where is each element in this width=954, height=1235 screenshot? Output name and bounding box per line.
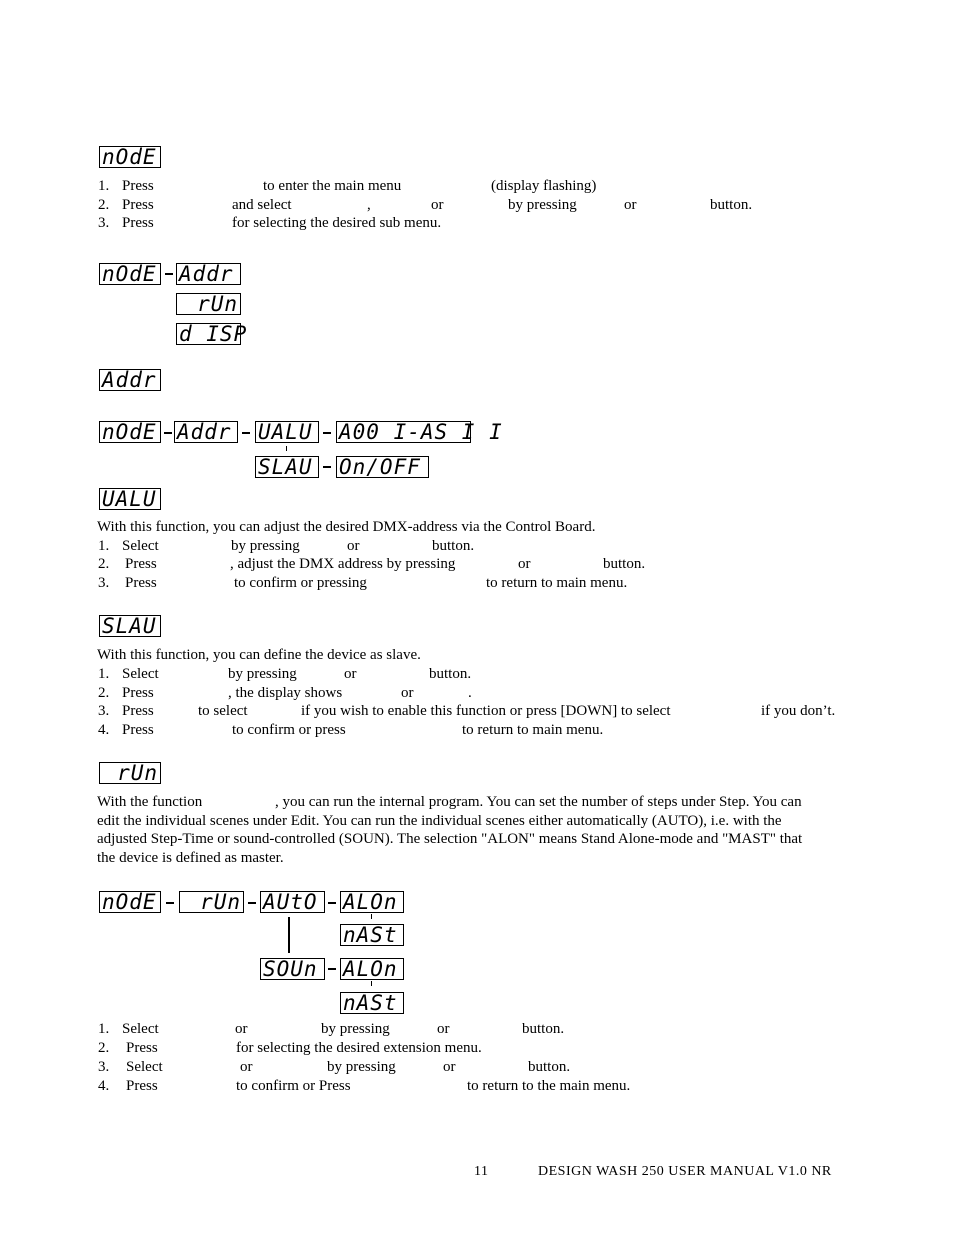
step-text: Press xyxy=(126,1040,158,1056)
step-text: and select xyxy=(232,197,292,213)
step-text: Press xyxy=(122,178,154,194)
lcd-alon: ALOn xyxy=(340,958,404,980)
step-text: , the display shows xyxy=(228,685,343,701)
connector-dash xyxy=(328,902,336,904)
step-number: 2. xyxy=(98,685,110,701)
step-text: Press xyxy=(122,215,154,231)
step-text: by pressing xyxy=(508,197,577,213)
step-text: Press xyxy=(122,703,154,719)
step-text: to enter the main menu xyxy=(263,178,402,194)
lcd-run: rUn xyxy=(176,293,241,315)
lcd-slav-header: SLAU xyxy=(99,615,161,637)
step-text: to confirm or Press xyxy=(236,1078,351,1094)
step-text: button. xyxy=(522,1021,565,1037)
connector-dash xyxy=(328,968,336,970)
lcd-soun: SOUn xyxy=(260,958,325,980)
step-text: by pressing xyxy=(321,1021,390,1037)
step-text: Select xyxy=(122,666,159,682)
step-text: Press xyxy=(125,556,157,572)
paragraph-line: the device is defined as master. xyxy=(97,850,284,866)
step-number: 3. xyxy=(98,575,110,591)
connector-dash xyxy=(242,432,250,434)
page-number: 11 xyxy=(474,1164,489,1179)
step-text: to confirm or press xyxy=(232,722,346,738)
step-number: 2. xyxy=(98,197,110,213)
step-text: or xyxy=(518,556,531,572)
step-text: by pressing xyxy=(327,1059,396,1075)
step-text: Select xyxy=(122,1021,159,1037)
connector-tick xyxy=(286,446,287,451)
lcd-mode: nOdE xyxy=(99,891,161,913)
step-text: by pressing xyxy=(231,538,300,554)
lcd-on-off: On/OFF xyxy=(336,456,429,478)
step-number: 1. xyxy=(98,1021,110,1037)
paragraph-line: adjusted Step-Time or sound-controlled (SOUN). The selection "ALON" means Stand Alone-mode and "MAST" that xyxy=(97,831,803,847)
lcd-valu: UALU xyxy=(255,421,319,443)
paragraph-line: With the function xyxy=(97,794,203,810)
lcd-mode: nOdE xyxy=(99,421,161,443)
step-text: button. xyxy=(710,197,753,213)
step-text: button. xyxy=(429,666,472,682)
step-text: Select xyxy=(122,538,159,554)
step-text: Press xyxy=(125,575,157,591)
step-text: (display flashing) xyxy=(491,178,597,194)
step-text: or xyxy=(624,197,637,213)
step-number: 1. xyxy=(98,666,110,682)
connector-dash xyxy=(248,902,256,904)
lcd-valu-header: UALU xyxy=(99,488,161,510)
lcd-run: rUn xyxy=(179,891,244,913)
paragraph-line: edit the individual scenes under Edit. You can run the individual scenes either automatically (AUTO), i.e. with the xyxy=(97,813,782,829)
step-text: or xyxy=(344,666,357,682)
lcd-auto: AUtO xyxy=(260,891,325,913)
step-text: or xyxy=(235,1021,248,1037)
step-text: button. xyxy=(432,538,475,554)
step-text: Select xyxy=(126,1059,163,1075)
connector-vertical xyxy=(288,917,290,953)
step-number: 4. xyxy=(98,722,110,738)
step-text: for selecting the desired extension menu. xyxy=(236,1040,482,1056)
step-number: 3. xyxy=(98,1059,110,1075)
step-text: to return to main menu. xyxy=(462,722,604,738)
step-text: or xyxy=(347,538,360,554)
step-text: or xyxy=(443,1059,456,1075)
step-text: or xyxy=(240,1059,253,1075)
step-text: Press xyxy=(122,685,154,701)
step-text: by pressing xyxy=(228,666,297,682)
step-text: or xyxy=(437,1021,450,1037)
step-text: if you don’t. xyxy=(761,703,836,719)
lcd-slav: SLAU xyxy=(255,456,319,478)
step-number: 3. xyxy=(98,215,110,231)
paragraph-line: , you can run the internal program. You can set the number of steps under Step. You can xyxy=(275,794,802,810)
step-text: to confirm or pressing xyxy=(234,575,367,591)
lcd-run-header: rUn xyxy=(99,762,161,784)
step-text: to return to main menu. xyxy=(486,575,628,591)
step-number: 1. xyxy=(98,178,110,194)
connector-tick xyxy=(371,914,372,919)
lcd-address-range: A00 I-AS I I xyxy=(336,421,471,443)
step-text: , adjust the DMX address by pressing xyxy=(230,556,456,572)
step-number: 2. xyxy=(98,556,110,572)
document-title: DESIGN WASH 250 USER MANUAL V1.0 NR xyxy=(538,1164,832,1179)
connector-dash xyxy=(164,432,172,434)
connector-tick xyxy=(371,981,372,986)
connector-dash xyxy=(166,902,174,904)
step-text: button. xyxy=(528,1059,571,1075)
step-number: 3. xyxy=(98,703,110,719)
step-text: button. xyxy=(603,556,646,572)
paragraph: With this function, you can adjust the desired DMX-address via the Control Board. xyxy=(97,519,596,535)
step-number: 2. xyxy=(98,1040,110,1056)
step-text: or xyxy=(401,685,414,701)
connector-dash xyxy=(165,273,173,275)
lcd-disp: d ISP xyxy=(176,323,241,345)
lcd-addr: Addr xyxy=(176,263,241,285)
step-text: Press xyxy=(126,1078,158,1094)
step-text: , xyxy=(367,197,371,213)
step-text: . xyxy=(468,685,472,701)
lcd-mode-header: nOdE xyxy=(99,146,161,168)
lcd-alon: ALOn xyxy=(340,891,404,913)
lcd-mode: nOdE xyxy=(99,263,161,285)
step-text: for selecting the desired sub menu. xyxy=(232,215,442,231)
step-text: Press xyxy=(122,197,154,213)
lcd-mast: nASt xyxy=(340,992,404,1014)
lcd-addr-header: Addr xyxy=(99,369,161,391)
step-number: 1. xyxy=(98,538,110,554)
lcd-mast: nASt xyxy=(340,924,404,946)
step-text: to return to the main menu. xyxy=(467,1078,631,1094)
lcd-addr: Addr xyxy=(174,421,238,443)
step-text: or xyxy=(431,197,444,213)
connector-dash xyxy=(323,432,331,434)
step-number: 4. xyxy=(98,1078,110,1094)
connector-dash xyxy=(323,466,331,468)
paragraph: With this function, you can define the device as slave. xyxy=(97,647,421,663)
step-text: to select xyxy=(198,703,248,719)
step-text: if you wish to enable this function or press [DOWN] to select xyxy=(301,703,671,719)
step-text: Press xyxy=(122,722,154,738)
